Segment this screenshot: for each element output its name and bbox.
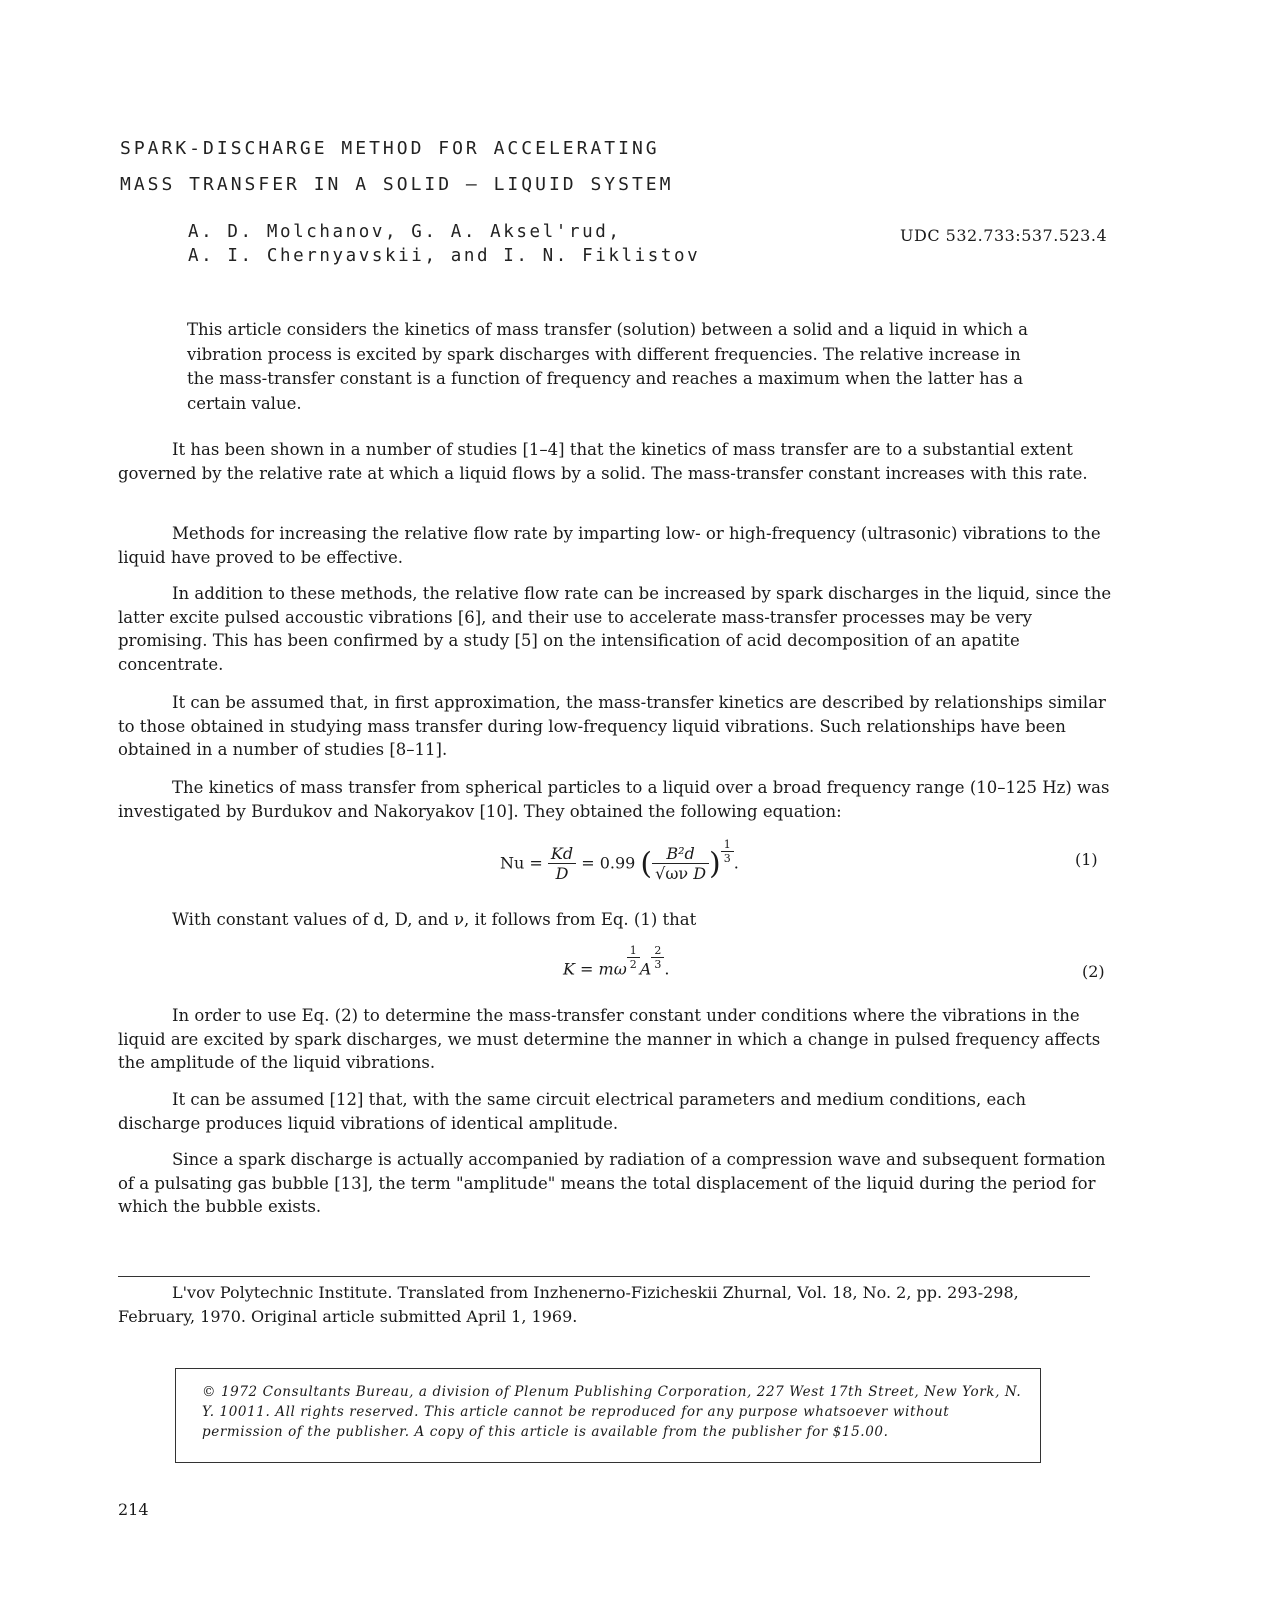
eq2-a: A (639, 959, 652, 979)
equation-2-number: (2) (1082, 962, 1105, 981)
article-title-line-2: MASS TRANSFER IN A SOLID – LIQUID SYSTEM (120, 174, 674, 195)
eq1-frac-num: Kd (548, 844, 576, 864)
footnote-divider (118, 1276, 1090, 1277)
eq1-exp-num: 1 (721, 838, 734, 852)
authors-line-1: A. D. Molchanov, G. A. Aksel'rud, (188, 222, 622, 242)
authors-line-2: A. I. Chernyavskii, and I. N. Fiklistov (188, 246, 701, 266)
eq2-exp2-num: 2 (651, 944, 664, 958)
body-paragraph-8: It can be assumed [12] that, with the same circuit electrical parameters and medium conditions, each discharge produces liquid vibrations of identical amplitude. (118, 1090, 1026, 1133)
equation-2: K = mω $\frac{1}{2}$ A $\frac{2}{3}$ . (563, 944, 670, 979)
article-title-line-1: SPARK-DISCHARGE METHOD FOR ACCELERATING (120, 138, 660, 159)
body-paragraph-7: In order to use Eq. (2) to determine the mass-transfer constant under conditions where the vibrations in the liquid are excited by spark discharges, we must determine the manner in which a change in pulsed frequency affects the amplitude of the liquid vibrations. (118, 1006, 1101, 1072)
body-paragraph-9: Since a spark discharge is actually accompanied by radiation of a compression wave and subsequent formation of a pulsating gas bubble [13], the term "amplitude" means the total displacement of the liquid during the period for which the bubble exists. (118, 1150, 1106, 1216)
eq2-omega: ω (613, 959, 627, 979)
eq2-exp1-num: 1 (627, 944, 640, 958)
udc-code: UDC 532.733:537.523.4 (900, 226, 1108, 245)
eq1-frac-den: D (555, 864, 569, 884)
body-paragraph-5: The kinetics of mass transfer from spherical particles to a liquid over a broad frequency range (10–125 Hz) was investigated by Burdukov and Nakoryakov [10]. They obtained the following equation: (118, 778, 1110, 821)
equation-1-number: (1) (1075, 850, 1098, 869)
eq1-inner-num: B²d (652, 844, 709, 864)
eq2-exp1-den: 2 (629, 958, 637, 971)
copyright-notice: © 1972 Consultants Bureau, a division of Plenum Publishing Corporation, 227 West 17th Street, New York, N. Y. 10011. All rights reserved. This article cannot be reproduced for any purpose whatsoever without permission of the publisher. A copy of this article is available from the publisher for $15.00. (202, 1384, 1022, 1440)
copyright-box (175, 1368, 1041, 1463)
eq1-inner-den-root: ων (665, 864, 689, 884)
eq2-m: m (598, 959, 614, 979)
eq1-exp-den: 3 (723, 852, 731, 865)
eq1-lhs: Nu (500, 853, 525, 873)
abstract: This article considers the kinetics of mass transfer (solution) between a solid and a liquid in which a vibration process is excited by spark discharges with different frequencies. The relative increase in the mass-transfer constant is a function of frequency and reaches a maximum when the latter has a certain value. (187, 320, 1028, 413)
body-paragraph-6: With constant values of d, D, and ν, it follows from Eq. (1) that (172, 910, 697, 929)
eq2-exp2-den: 3 (654, 958, 662, 971)
body-paragraph-2: Methods for increasing the relative flow rate by imparting low- or high-frequency (ultrasonic) vibrations to the liquid have proved to be effective. (118, 524, 1101, 567)
body-paragraph-3: In addition to these methods, the relative flow rate can be increased by spark discharges in the liquid, since the latter excite pulsed accoustic vibrations [6], and their use to accelerate mass-transfer processes may be very promising. This has been confirmed by a study [5] on the intensification of acid decomposition of an apatite concentrate. (118, 584, 1112, 674)
eq1-inner-den-rest: D (693, 864, 707, 884)
body-paragraph-1: It has been shown in a number of studies [1–4] that the kinetics of mass transfer are to a substantial extent governed by the relative rate at which a liquid flows by a solid. The mass-transfer constant increases with this rate. (118, 440, 1088, 483)
body-paragraph-4: It can be assumed that, in first approximation, the mass-transfer kinetics are described by relationships similar to those obtained in studying mass transfer during low-frequency liquid vibrations. Such relationships have been obtained in a number of studies [8–11]. (118, 693, 1106, 759)
footnote: L'vov Polytechnic Institute. Translated from Inzhenerno-Fizicheskii Zhurnal, Vol. 18, No. 2, pp. 293-298, February, 1970. Original article submitted April 1, 1969. (118, 1283, 1019, 1326)
eq2-lhs: K (563, 959, 575, 979)
eq1-coef: 0.99 (599, 853, 636, 873)
page-number: 214 (118, 1500, 149, 1519)
equation-1: Nu = $\frac{Kd}{D}$ = 0.99 ( $\frac{\text{B²d}}{\text{√ων D}}$ ) $\frac{1}{3}$ . (500, 838, 739, 884)
